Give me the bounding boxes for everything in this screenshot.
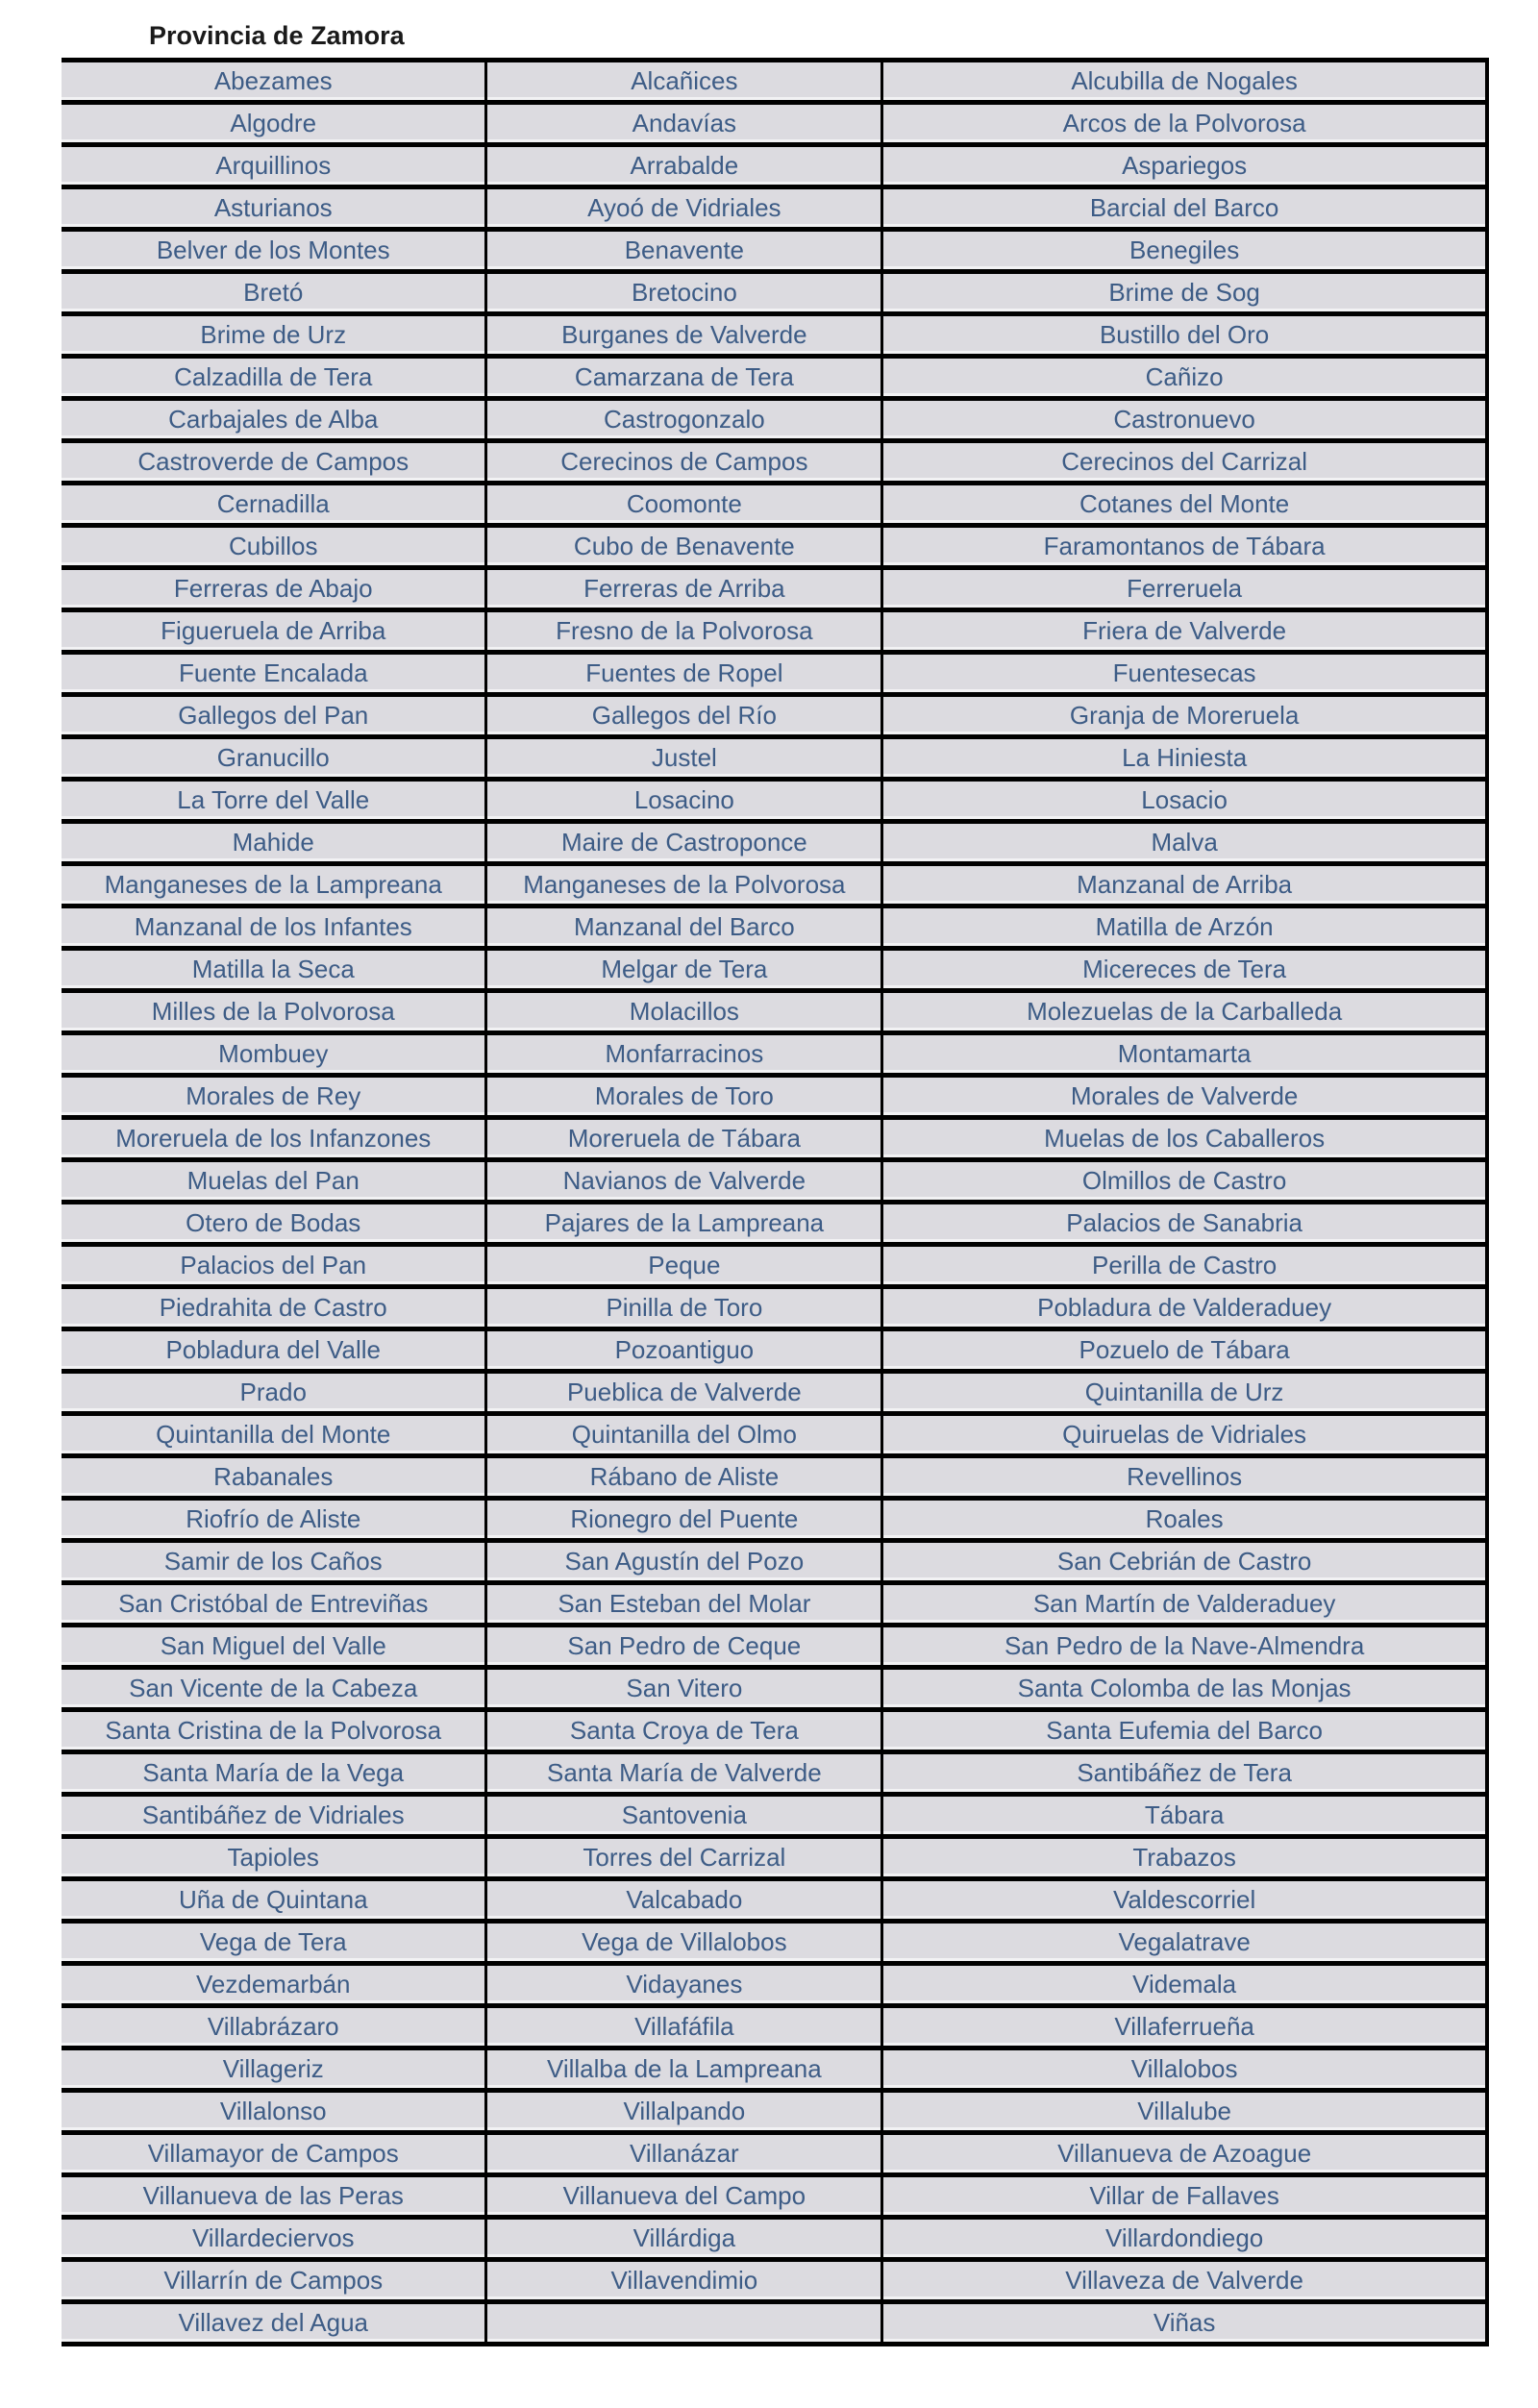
municipality-cell: Villardondiego — [882, 2218, 1487, 2260]
table-row — [62, 1076, 1487, 1118]
municipality-cell: Viñas — [882, 2302, 1487, 2345]
municipality-cell: Manzanal de los Infantes — [62, 906, 486, 949]
municipality-cell: Pozuelo de Tábara — [882, 1329, 1487, 1372]
municipalities-table — [62, 58, 1489, 2346]
municipality-cell: Olmillos de Castro — [882, 1160, 1487, 1203]
table-row — [62, 1752, 1487, 1795]
municipality-cell: Perilla de Castro — [882, 1245, 1487, 1287]
municipality-cell: Villalpando — [486, 2091, 882, 2133]
municipality-cell: Figueruela de Arriba — [62, 610, 486, 653]
table-row — [62, 441, 1487, 484]
municipality-cell — [486, 2302, 882, 2345]
municipality-cell: Matilla la Seca — [62, 949, 486, 991]
municipality-cell: Fuente Encalada — [62, 653, 486, 695]
municipality-cell: Pueblica de Valverde — [486, 1372, 882, 1414]
municipality-cell: San Pedro de la Nave-Almendra — [882, 1626, 1487, 1668]
table-row — [62, 1879, 1487, 1922]
table-row — [62, 949, 1487, 991]
municipality-cell: Milles de la Polvorosa — [62, 991, 486, 1033]
table-row — [62, 780, 1487, 822]
municipality-cell: La Hiniesta — [882, 737, 1487, 780]
municipality-cell: Roales — [882, 1499, 1487, 1541]
table-row — [62, 145, 1487, 187]
municipality-cell: Moreruela de Tábara — [486, 1118, 882, 1160]
table-row — [62, 1710, 1487, 1752]
municipality-cell: Cerecinos del Carrizal — [882, 441, 1487, 484]
municipality-cell: Villanueva del Campo — [486, 2175, 882, 2218]
municipality-cell: Villalonso — [62, 2091, 486, 2133]
table-row — [62, 1499, 1487, 1541]
municipality-cell: Riofrío de Aliste — [62, 1499, 486, 1541]
table-row — [62, 1118, 1487, 1160]
table-row — [62, 1245, 1487, 1287]
municipality-cell: Pobladura del Valle — [62, 1329, 486, 1372]
municipality-cell: Benavente — [486, 230, 882, 272]
municipality-cell: Piedrahita de Castro — [62, 1287, 486, 1329]
table-row — [62, 103, 1487, 145]
table-row — [62, 399, 1487, 441]
municipality-cell: Justel — [486, 737, 882, 780]
municipality-cell: San Esteban del Molar — [486, 1583, 882, 1626]
table-row — [62, 1626, 1487, 1668]
table-row — [62, 1287, 1487, 1329]
table-row — [62, 1668, 1487, 1710]
municipality-cell: Prado — [62, 1372, 486, 1414]
table-row — [62, 1583, 1487, 1626]
municipality-cell: Bretocino — [486, 272, 882, 314]
table-row — [62, 695, 1487, 737]
table-row — [62, 737, 1487, 780]
page-title: Provincia de Zamora — [149, 21, 405, 50]
municipality-cell: Pajares de la Lampreana — [486, 1203, 882, 1245]
municipality-cell: Villageriz — [62, 2048, 486, 2091]
municipality-cell: Palacios de Sanabria — [882, 1203, 1487, 1245]
municipality-cell: Moreruela de los Infanzones — [62, 1118, 486, 1160]
municipality-cell: Fresno de la Polvorosa — [486, 610, 882, 653]
municipality-cell: Santa Croya de Tera — [486, 1710, 882, 1752]
table-row — [62, 906, 1487, 949]
municipality-cell: Losacio — [882, 780, 1487, 822]
municipality-cell: Quintanilla del Monte — [62, 1414, 486, 1456]
municipality-cell: Rabanales — [62, 1456, 486, 1499]
municipality-cell: Videmala — [882, 1964, 1487, 2006]
municipality-cell: Brime de Sog — [882, 272, 1487, 314]
municipality-cell: Villardeciervos — [62, 2218, 486, 2260]
municipality-cell: Gallegos del Río — [486, 695, 882, 737]
table-row — [62, 1372, 1487, 1414]
municipality-cell: Asturianos — [62, 187, 486, 230]
municipality-cell: Tapioles — [62, 1837, 486, 1879]
municipality-cell: Gallegos del Pan — [62, 695, 486, 737]
municipality-cell: Quintanilla de Urz — [882, 1372, 1487, 1414]
municipality-cell: Cubillos — [62, 526, 486, 568]
municipality-cell: Santa Eufemia del Barco — [882, 1710, 1487, 1752]
municipality-cell: San Cebrián de Castro — [882, 1541, 1487, 1583]
municipality-cell: Faramontanos de Tábara — [882, 526, 1487, 568]
table-row — [62, 568, 1487, 610]
municipality-cell: San Martín de Valderaduey — [882, 1583, 1487, 1626]
table-row — [62, 2048, 1487, 2091]
municipality-cell: Pinilla de Toro — [486, 1287, 882, 1329]
municipality-cell: Santibáñez de Tera — [882, 1752, 1487, 1795]
municipality-cell: Santa Cristina de la Polvorosa — [62, 1710, 486, 1752]
municipality-cell: San Vicente de la Cabeza — [62, 1668, 486, 1710]
municipality-cell: Melgar de Tera — [486, 949, 882, 991]
municipality-cell: Quiruelas de Vidriales — [882, 1414, 1487, 1456]
municipality-cell: Arrabalde — [486, 145, 882, 187]
municipality-cell: Santovenia — [486, 1795, 882, 1837]
municipality-cell: Samir de los Caños — [62, 1541, 486, 1583]
municipality-cell: Molezuelas de la Carballeda — [882, 991, 1487, 1033]
municipality-cell: Alcañices — [486, 61, 882, 103]
municipality-cell: Vidayanes — [486, 1964, 882, 2006]
municipality-cell: San Pedro de Ceque — [486, 1626, 882, 1668]
municipality-cell: Bretó — [62, 272, 486, 314]
table-row — [62, 2091, 1487, 2133]
municipality-cell: Villabrázaro — [62, 2006, 486, 2048]
municipality-cell: Morales de Toro — [486, 1076, 882, 1118]
municipality-cell: Villalba de la Lampreana — [486, 2048, 882, 2091]
municipality-cell: Cotanes del Monte — [882, 484, 1487, 526]
table-row — [62, 2260, 1487, 2302]
municipality-cell: Villaferrueña — [882, 2006, 1487, 2048]
table-row — [62, 2302, 1487, 2345]
municipality-cell: Manzanal de Arriba — [882, 864, 1487, 906]
municipality-cell: Matilla de Arzón — [882, 906, 1487, 949]
table-row — [62, 61, 1487, 103]
municipality-cell: Trabazos — [882, 1837, 1487, 1879]
municipality-cell: Coomonte — [486, 484, 882, 526]
municipality-cell: San Cristóbal de Entreviñas — [62, 1583, 486, 1626]
municipality-cell: Fuentes de Ropel — [486, 653, 882, 695]
municipality-cell: Villafáfila — [486, 2006, 882, 2048]
municipality-cell: Morales de Valverde — [882, 1076, 1487, 1118]
municipality-cell: Manganeses de la Lampreana — [62, 864, 486, 906]
municipality-cell: Friera de Valverde — [882, 610, 1487, 653]
municipality-cell: Bustillo del Oro — [882, 314, 1487, 357]
municipality-cell: Villalube — [882, 2091, 1487, 2133]
municipality-cell: Manganeses de la Polvorosa — [486, 864, 882, 906]
table-row — [62, 1541, 1487, 1583]
municipality-cell: Santibáñez de Vidriales — [62, 1795, 486, 1837]
municipality-cell: Ferreruela — [882, 568, 1487, 610]
table-row — [62, 1964, 1487, 2006]
municipality-cell: Villamayor de Campos — [62, 2133, 486, 2175]
municipality-cell: Ferreras de Arriba — [486, 568, 882, 610]
municipality-cell: Valdescorriel — [882, 1879, 1487, 1922]
municipality-cell: Villavendimio — [486, 2260, 882, 2302]
municipality-cell: Losacino — [486, 780, 882, 822]
table-row — [62, 357, 1487, 399]
table-row — [62, 1329, 1487, 1372]
municipality-cell: Villavez del Agua — [62, 2302, 486, 2345]
municipality-cell: Fuentesecas — [882, 653, 1487, 695]
table-row — [62, 1837, 1487, 1879]
municipality-cell: Villanueva de las Peras — [62, 2175, 486, 2218]
municipality-cell: Villarrín de Campos — [62, 2260, 486, 2302]
municipality-cell: Tábara — [882, 1795, 1487, 1837]
municipality-cell: Vezdemarbán — [62, 1964, 486, 2006]
table-row — [62, 484, 1487, 526]
municipality-cell: Muelas del Pan — [62, 1160, 486, 1203]
municipality-cell: Quintanilla del Olmo — [486, 1414, 882, 1456]
municipality-cell: San Vitero — [486, 1668, 882, 1710]
municipality-cell: Palacios del Pan — [62, 1245, 486, 1287]
municipality-cell: Ayoó de Vidriales — [486, 187, 882, 230]
municipality-cell: Vegalatrave — [882, 1922, 1487, 1964]
municipality-cell: Arquillinos — [62, 145, 486, 187]
municipality-cell: Villanázar — [486, 2133, 882, 2175]
table-row — [62, 1160, 1487, 1203]
municipality-cell: Belver de los Montes — [62, 230, 486, 272]
municipality-cell: Peque — [486, 1245, 882, 1287]
municipality-cell: Cubo de Benavente — [486, 526, 882, 568]
municipality-cell: Carbajales de Alba — [62, 399, 486, 441]
municipality-cell: Villanueva de Azoague — [882, 2133, 1487, 2175]
table-row — [62, 610, 1487, 653]
municipality-cell: Santa Colomba de las Monjas — [882, 1668, 1487, 1710]
table-row — [62, 991, 1487, 1033]
table-row — [62, 2218, 1487, 2260]
municipality-cell: Brime de Urz — [62, 314, 486, 357]
table-row — [62, 1922, 1487, 1964]
table-row — [62, 2133, 1487, 2175]
municipality-cell: Granja de Moreruela — [882, 695, 1487, 737]
table-row — [62, 314, 1487, 357]
municipality-cell: Navianos de Valverde — [486, 1160, 882, 1203]
municipality-cell: Uña de Quintana — [62, 1879, 486, 1922]
municipality-cell: Cernadilla — [62, 484, 486, 526]
municipality-cell: Villalobos — [882, 2048, 1487, 2091]
municipality-cell: La Torre del Valle — [62, 780, 486, 822]
municipality-cell: Burganes de Valverde — [486, 314, 882, 357]
municipality-cell: Barcial del Barco — [882, 187, 1487, 230]
municipality-cell: Micereces de Tera — [882, 949, 1487, 991]
table-row — [62, 1203, 1487, 1245]
municipality-cell: Pozoantiguo — [486, 1329, 882, 1372]
municipality-cell: Pobladura de Valderaduey — [882, 1287, 1487, 1329]
municipality-cell: Cañizo — [882, 357, 1487, 399]
municipality-cell: Revellinos — [882, 1456, 1487, 1499]
municipality-cell: Andavías — [486, 103, 882, 145]
municipality-cell: Camarzana de Tera — [486, 357, 882, 399]
table-row — [62, 230, 1487, 272]
municipality-cell: Villaveza de Valverde — [882, 2260, 1487, 2302]
municipality-cell: Santa María de la Vega — [62, 1752, 486, 1795]
municipality-cell: Torres del Carrizal — [486, 1837, 882, 1879]
municipality-cell: Vega de Villalobos — [486, 1922, 882, 1964]
municipality-cell: Villar de Fallaves — [882, 2175, 1487, 2218]
table-row — [62, 187, 1487, 230]
municipality-cell: Ferreras de Abajo — [62, 568, 486, 610]
table-row — [62, 1795, 1487, 1837]
table-row — [62, 653, 1487, 695]
municipality-cell: San Miguel del Valle — [62, 1626, 486, 1668]
municipality-cell: Castroverde de Campos — [62, 441, 486, 484]
table-row — [62, 1033, 1487, 1076]
municipality-cell: Algodre — [62, 103, 486, 145]
municipality-cell: Granucillo — [62, 737, 486, 780]
municipality-cell: Alcubilla de Nogales — [882, 61, 1487, 103]
table-row — [62, 822, 1487, 864]
municipality-cell: Otero de Bodas — [62, 1203, 486, 1245]
municipality-cell: Santa María de Valverde — [486, 1752, 882, 1795]
table-row — [62, 2175, 1487, 2218]
municipality-cell: Molacillos — [486, 991, 882, 1033]
municipality-cell: Vega de Tera — [62, 1922, 486, 1964]
table-row — [62, 864, 1487, 906]
municipality-cell: Villárdiga — [486, 2218, 882, 2260]
municipality-cell: Cerecinos de Campos — [486, 441, 882, 484]
municipality-cell: Malva — [882, 822, 1487, 864]
municipality-cell: Benegiles — [882, 230, 1487, 272]
municipality-cell: Valcabado — [486, 1879, 882, 1922]
table-row — [62, 1456, 1487, 1499]
table-row — [62, 272, 1487, 314]
municipality-cell: Maire de Castroponce — [486, 822, 882, 864]
municipality-cell: Muelas de los Caballeros — [882, 1118, 1487, 1160]
municipality-cell: Monfarracinos — [486, 1033, 882, 1076]
municipality-cell: Manzanal del Barco — [486, 906, 882, 949]
municipality-cell: Rionegro del Puente — [486, 1499, 882, 1541]
municipality-cell: Morales de Rey — [62, 1076, 486, 1118]
table-row — [62, 1414, 1487, 1456]
municipality-cell: Arcos de la Polvorosa — [882, 103, 1487, 145]
municipality-cell: San Agustín del Pozo — [486, 1541, 882, 1583]
municipality-cell: Rábano de Aliste — [486, 1456, 882, 1499]
municipality-cell: Calzadilla de Tera — [62, 357, 486, 399]
municipality-cell: Mahide — [62, 822, 486, 864]
municipality-cell: Castronuevo — [882, 399, 1487, 441]
municipality-cell: Aspariegos — [882, 145, 1487, 187]
municipality-cell: Mombuey — [62, 1033, 486, 1076]
table-row — [62, 2006, 1487, 2048]
municipality-cell: Abezames — [62, 61, 486, 103]
municipality-cell: Montamarta — [882, 1033, 1487, 1076]
table-row — [62, 526, 1487, 568]
municipality-cell: Castrogonzalo — [486, 399, 882, 441]
